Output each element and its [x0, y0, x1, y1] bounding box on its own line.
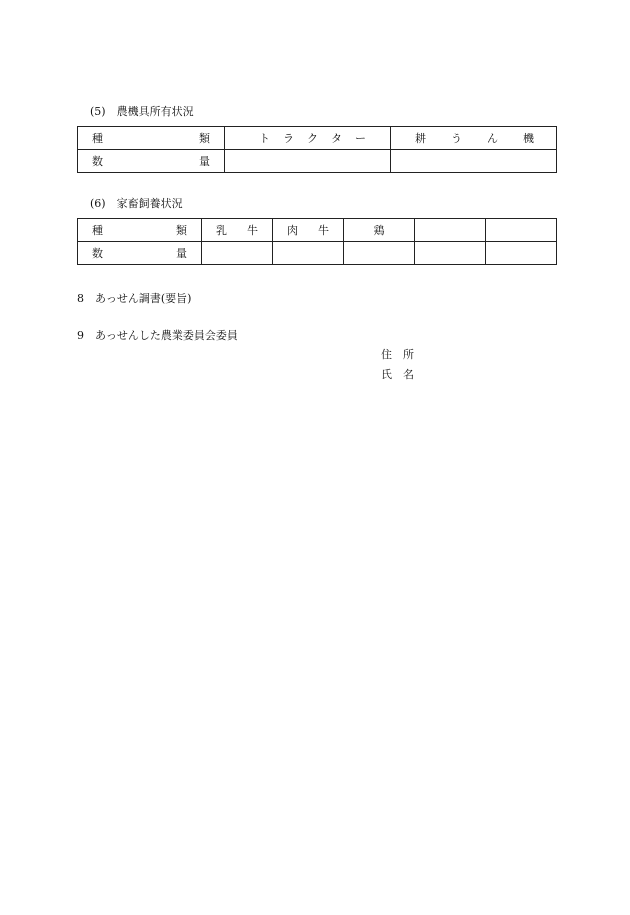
farm-machinery-table	[77, 126, 557, 173]
type-label-cell	[78, 127, 225, 150]
tiller-char: ん	[487, 132, 498, 145]
type-label-char: 類	[199, 132, 210, 145]
type-label-cell	[78, 219, 202, 242]
tractor-header-cell	[225, 127, 391, 150]
quantity-label-cell	[78, 150, 225, 173]
dairy-cattle-char: 乳	[216, 224, 227, 237]
livestock-table	[77, 218, 557, 265]
tractor-char: ラ	[283, 132, 294, 145]
table-row	[78, 242, 557, 265]
tiller-char: う	[451, 132, 462, 145]
tractor-char: ク	[307, 132, 318, 145]
type-label-char: 種	[92, 224, 103, 237]
section5-title: (5) 農機具所有状況	[90, 105, 194, 118]
tiller-quantity-cell	[391, 150, 557, 173]
beef-cattle-char: 牛	[318, 224, 329, 237]
name-label: 氏 名	[381, 368, 414, 381]
item8-heading: 8 あっせん調書(要旨)	[77, 292, 192, 305]
address-label: 住 所	[381, 348, 414, 361]
empty-quantity-cell	[415, 242, 486, 265]
beef-cattle-quantity-cell	[273, 242, 344, 265]
quantity-label-char: 量	[199, 155, 210, 168]
table-row	[78, 150, 557, 173]
beef-cattle-header-cell	[273, 219, 344, 242]
table-row	[78, 219, 557, 242]
tractor-char: ト	[259, 132, 270, 145]
dairy-cattle-header-cell	[202, 219, 273, 242]
empty-quantity-cell	[486, 242, 557, 265]
dairy-cattle-char: 牛	[247, 224, 258, 237]
tiller-char: 耕	[415, 132, 426, 145]
type-label-char: 種	[92, 132, 103, 145]
empty-header-cell	[486, 219, 557, 242]
tiller-header-cell	[391, 127, 557, 150]
section6-title: (6) 家畜飼養状況	[90, 197, 183, 210]
chicken-quantity-cell	[344, 242, 415, 265]
quantity-label-char: 数	[92, 155, 103, 168]
quantity-label-char: 量	[176, 247, 187, 260]
empty-header-cell	[415, 219, 486, 242]
chicken-header-cell: 鶏	[344, 219, 415, 242]
tractor-quantity-cell	[225, 150, 391, 173]
table-row	[78, 127, 557, 150]
beef-cattle-char: 肉	[287, 224, 298, 237]
tiller-char: 機	[523, 132, 534, 145]
dairy-cattle-quantity-cell	[202, 242, 273, 265]
tractor-char: タ	[331, 132, 342, 145]
item9-heading: 9 あっせんした農業委員会委員	[77, 329, 238, 342]
quantity-label-cell	[78, 242, 202, 265]
tractor-char: ー	[355, 132, 366, 145]
type-label-char: 類	[176, 224, 187, 237]
quantity-label-char: 数	[92, 247, 103, 260]
